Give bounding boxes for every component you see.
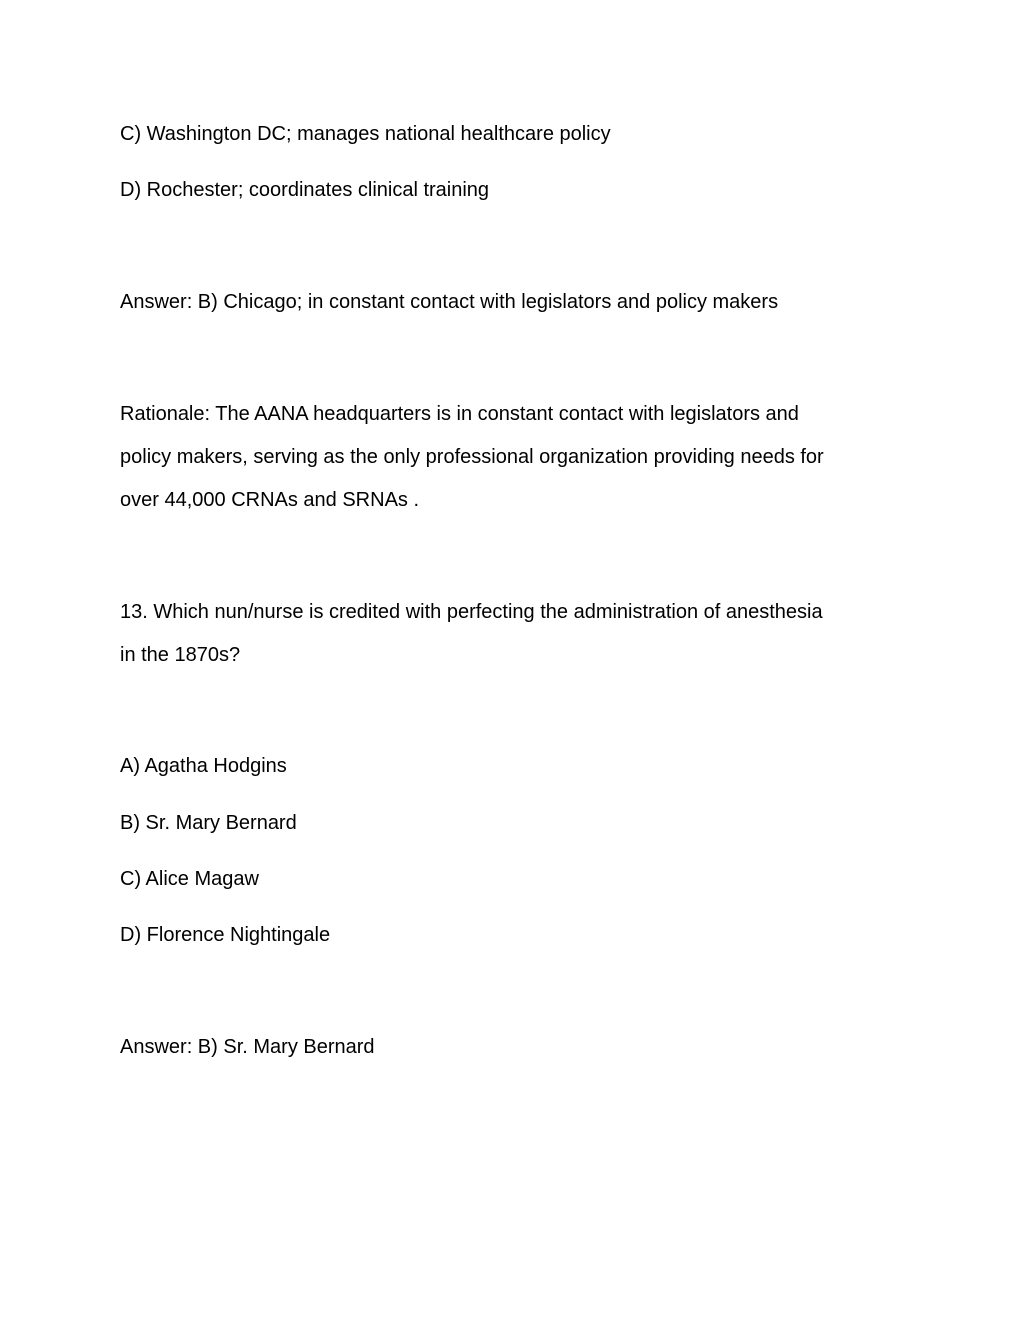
q12-option-d: D) Rochester; coordinates clinical training	[120, 179, 490, 201]
q13-question-line-1: 13. Which nun/nurse is credited with perfecting the administration of anesthesia	[120, 601, 823, 623]
q13-option-a: A) Agatha Hodgins	[120, 755, 287, 777]
q12-rationale	[120, 393, 900, 522]
q13-answer: Answer: B) Sr. Mary Bernard	[120, 1036, 375, 1058]
q13-question	[120, 591, 900, 677]
q13-option-b: B) Sr. Mary Bernard	[120, 812, 297, 834]
q12-rationale-line-3: over 44,000 CRNAs and SRNAs .	[120, 489, 420, 511]
q12-option-c: C) Washington DC; manages national healthcare policy	[120, 123, 611, 145]
q12-answer: Answer: B) Chicago; in constant contact with legislators and policy makers	[120, 291, 779, 313]
q13-option-c: C) Alice Magaw	[120, 868, 259, 890]
q13-option-d: D) Florence Nightingale	[120, 924, 331, 946]
q12-rationale-line-2: policy makers, serving as the only professional organization providing needs for	[120, 446, 824, 468]
q12-rationale-line-1: Rationale: The AANA headquarters is in constant contact with legislators and	[120, 403, 799, 425]
q13-question-line-2: in the 1870s?	[120, 644, 241, 666]
